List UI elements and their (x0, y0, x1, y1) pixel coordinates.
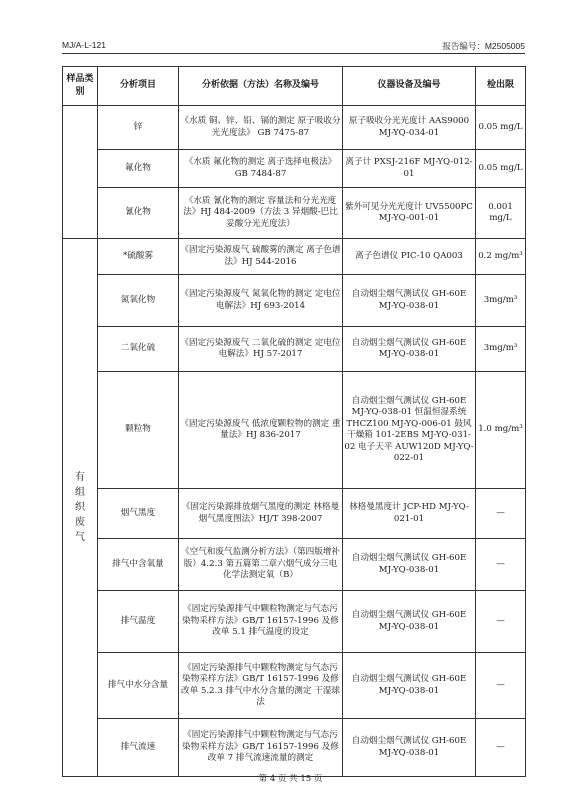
instrument-cell: 自动烟尘烟气测试仪 GH-60E MJ-YQ-038-01 (343, 539, 476, 591)
item-cell: 氟化物 (98, 150, 179, 188)
method-cell: 《水质 氟化物的测定 离子选择电极法》GB 7484-87 (179, 150, 343, 188)
table-row (63, 327, 526, 372)
limit-cell: 0.05 mg/L (476, 150, 526, 188)
limit-cell: 1.0 mg/m³ (476, 372, 526, 489)
item-cell: 氮氧化物 (98, 275, 179, 327)
method-cell: 《水质 铜、锌、铅、镉的测定 原子吸收分光光度法》 GB 7475-87 (179, 106, 343, 150)
report-number: 报告编号：M2505005 (442, 41, 525, 51)
method-cell: 《固定污染源废气 低浓度颗粒物的测定 重量法》HJ 836-2017 (179, 372, 343, 489)
method-cell: 《固定污染源排气中颗粒物测定与气态污染物采样方法》GB/T 16157-1996 及修改单 5.1 排气温度的设定 (179, 591, 343, 653)
table-row (63, 106, 526, 150)
table-row (63, 275, 526, 327)
category-cell (63, 106, 98, 239)
method-cell: 《固定污染源废气 二氧化硫的测定 定电位电解法》HJ 57-2017 (179, 327, 343, 372)
instrument-cell: 自动烟尘烟气测试仪 GH-60E MJ-YQ-038-01 (343, 275, 476, 327)
item-cell: 排气中含氧量 (98, 539, 179, 591)
col-header-instrument: 仪器设备及编号 (343, 67, 476, 106)
instrument-cell: 离子色谱仪 PIC-10 QA003 (343, 239, 476, 275)
method-cell: 《固定污染源废气 硫酸雾的测定 离子色谱法》HJ 544-2016 (179, 239, 343, 275)
item-cell: 氰化物 (98, 188, 179, 239)
item-cell: *硫酸雾 (98, 239, 179, 275)
limit-cell: 0.001 mg/L (476, 188, 526, 239)
analysis-methods-table (62, 66, 526, 777)
instrument-cell: 自动烟尘烟气测试仪 GH-60E MJ-YQ-038-01 (343, 327, 476, 372)
item-cell: 排气流速 (98, 719, 179, 777)
limit-cell: 0.05 mg/L (476, 106, 526, 150)
table-row (63, 539, 526, 591)
limit-cell: — (476, 591, 526, 653)
method-cell: 《固定污染源废气 氮氧化物的测定 定电位电解法》HJ 693-2014 (179, 275, 343, 327)
header-divider (62, 53, 525, 54)
limit-cell: 3mg/m³ (476, 327, 526, 372)
item-cell: 二氧化硫 (98, 327, 179, 372)
category-text: 有组织废气 (75, 472, 85, 543)
instrument-cell: 自动烟尘烟气测试仪 GH-60E MJ-YQ-038-01 (343, 653, 476, 719)
item-cell: 烟气黑度 (98, 489, 179, 539)
table-header-row (63, 67, 526, 106)
table-row (63, 591, 526, 653)
table-row (63, 372, 526, 489)
method-cell: 《空气和废气监测分析方法》（第四版增补版）4.2.3 第五篇第二章六烟气成分三电化学法测定氧（B） (179, 539, 343, 591)
item-cell: 排气中水分含量 (98, 653, 179, 719)
item-cell: 颗粒物 (98, 372, 179, 489)
category-cell (63, 239, 98, 777)
instrument-cell: 自动烟尘烟气测试仪 GH-60E MJ-YQ-038-01 (343, 591, 476, 653)
col-header-method: 分析依据（方法）名称及编号 (179, 67, 343, 106)
item-cell: 排气温度 (98, 591, 179, 653)
table-row (63, 188, 526, 239)
table-row (63, 653, 526, 719)
method-cell: 《固定污染源排气中颗粒物测定与气态污染物采样方法》GB/T 16157-1996 及修改单 5.2.3 排气中水分含量的测定 干湿球法 (179, 653, 343, 719)
instrument-cell: 自动烟尘烟气测试仪 GH-60E MJ-YQ-038-01 (343, 719, 476, 777)
table-row (63, 719, 526, 777)
method-cell: 《固定污染源排放烟气黑度的测定 林格曼烟气黑度图法》HJ/T 398-2007 (179, 489, 343, 539)
limit-cell: — (476, 719, 526, 777)
method-cell: 《水质 氰化物的测定 容量法和分光光度法》HJ 484-2009（方法 3 异烟酸-巴比妥酸分光光度法） (179, 188, 343, 239)
table-row (63, 239, 526, 275)
col-header-limit: 检出限 (476, 67, 526, 106)
instrument-cell: 自动烟尘烟气测试仪 GH-60E MJ-YQ-038-01 恒温恒湿系统 THCZ100 MJ-YQ-006-01 鼓风干燥箱 101-2EBS MJ-YQ-031-02 电子天平 AUW120D MJ-YQ-022-01 (343, 372, 476, 489)
limit-cell: 0.2 mg/m³ (476, 239, 526, 275)
instrument-cell: 离子计 PXSJ-216F MJ-YQ-012-01 (343, 150, 476, 188)
limit-cell: — (476, 489, 526, 539)
item-cell: 锌 (98, 106, 179, 150)
method-cell: 《固定污染源排气中颗粒物测定与气态污染物采样方法》GB/T 16157-1996 及修改单 7 排气流速流量的测定 (179, 719, 343, 777)
instrument-cell: 原子吸收分光光度计 AAS9000 MJ-YQ-034-01 (343, 106, 476, 150)
instrument-cell: 林格曼黑度计 JCP-HD MJ-YQ-021-01 (343, 489, 476, 539)
table-row (63, 150, 526, 188)
limit-cell: — (476, 653, 526, 719)
col-header-category: 样品类别 (63, 67, 98, 106)
limit-cell: — (476, 539, 526, 591)
table-row (63, 489, 526, 539)
page-footer: 第 4 页 共 15 页 (258, 774, 323, 784)
document-code: MJ/A-L-121 (62, 40, 106, 50)
col-header-item: 分析项目 (98, 67, 179, 106)
instrument-cell: 紫外可见分光光度计 UV5500PC MJ-YQ-001-01 (343, 188, 476, 239)
limit-cell: 3mg/m³ (476, 275, 526, 327)
